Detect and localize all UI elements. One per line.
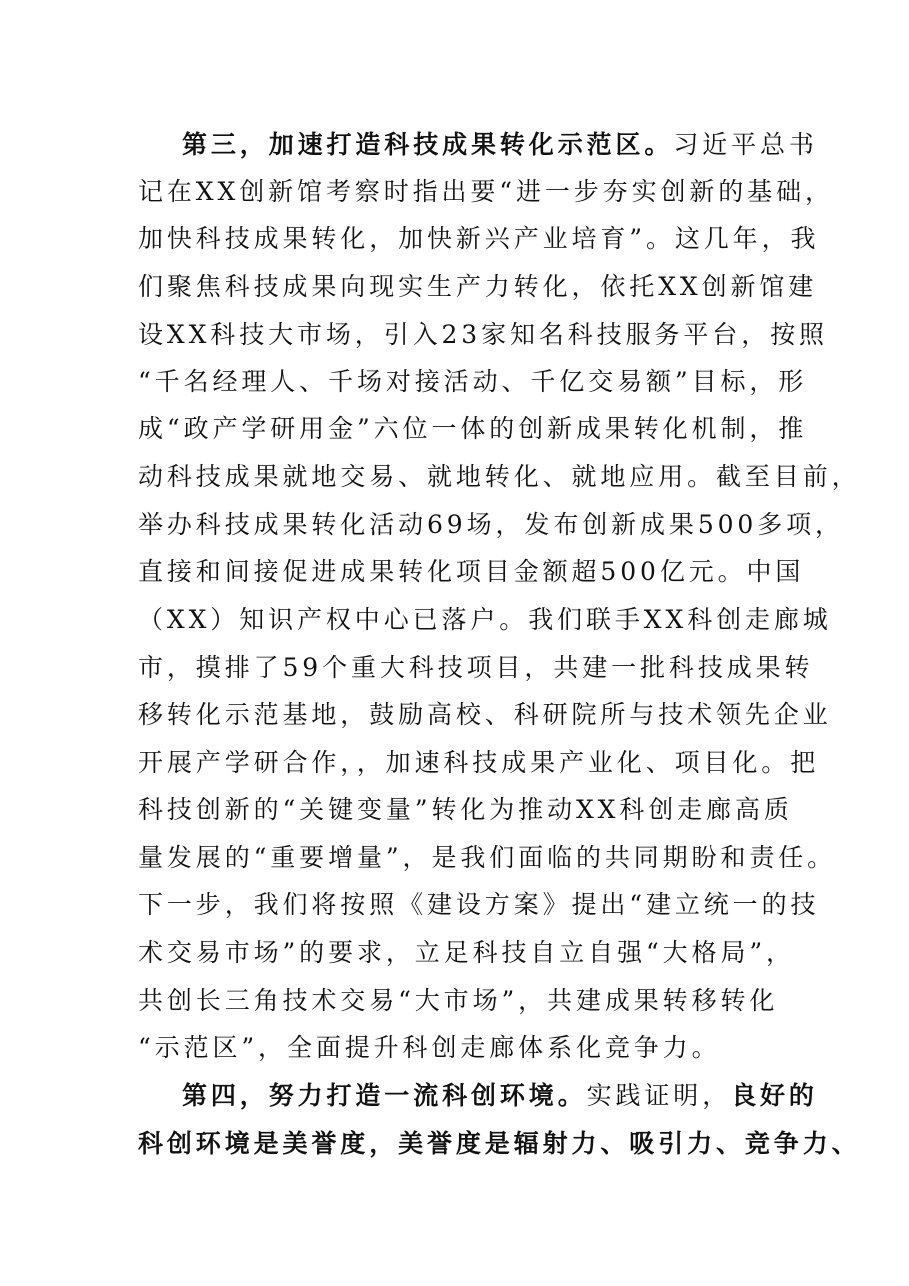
text-line [138, 224, 819, 254]
text-segment: 直接和间接促进成果转化项目金额超500亿元。中国 [138, 557, 805, 586]
paragraph-4-heading: 第四，努力打造一流科创环境。 [182, 1081, 587, 1110]
text-line [138, 653, 813, 683]
paragraph-3-heading: 第三，加速打造科技成果转化示范区。 [182, 130, 674, 159]
text-segment: 移转化示范基地，鼓励高校、科研院所与技术领先企业 [138, 700, 832, 729]
paragraph-3-line-1 [182, 130, 818, 160]
text-line [138, 748, 819, 778]
text-segment: 术交易市场”的要求，立足科技自立自强“大格局”， [138, 938, 795, 967]
paragraph-4-line-1 [182, 1081, 818, 1111]
text-line [138, 320, 828, 350]
text-line [138, 272, 817, 302]
text-line [138, 177, 834, 207]
text-line [138, 795, 793, 825]
text-segment: 举办科技成果转化活动69场，发布创新成果500多项， [138, 510, 844, 539]
text-line [138, 843, 836, 873]
text-segment: 们聚焦科技成果向现实生产力转化，依托XX创新馆建 [138, 272, 818, 301]
text-segment: 设XX科技大市场，引入23家知名科技服务平台，按照 [138, 320, 828, 349]
text-segment: （XX）知识产权中心已落户。我们联手XX科创走廊城 [138, 605, 832, 634]
text-segment: 共创长三角技术交易“大市场”，共建成果转移转化 [138, 986, 779, 1015]
text-line [138, 890, 819, 920]
text-segment: 量发展的“重要增量”，是我们面临的共同期盼和责任。 [138, 843, 837, 872]
text-segment: 科技创新的“关键变量”转化为推动XX科创走廊高质 [138, 795, 793, 824]
text-segment: 实践证明， [586, 1081, 732, 1110]
text-segment: 记在XX创新馆考察时指出要“进一步夯实创新的基础， [138, 177, 834, 206]
text-line [138, 557, 804, 587]
text-segment: “示范区”，全面提升科创走廊体系化竞争力。 [138, 1033, 721, 1062]
text-segment: 动科技成果就地交易、就地转化、就地应用。截至目前， [138, 462, 861, 491]
text-segment: 习近平总书 [673, 130, 818, 159]
text-line [138, 367, 807, 397]
text-line [138, 605, 832, 635]
text-line [138, 938, 795, 968]
text-line [138, 986, 778, 1016]
text-line [138, 510, 844, 540]
text-segment: 市，摸排了59个重大科技项目，共建一批科技成果转 [138, 653, 814, 682]
text-line [138, 700, 832, 730]
text-line [138, 462, 861, 492]
text-line [138, 1033, 720, 1063]
text-segment: 成“政产学研用金”六位一体的创新成果转化机制，推 [138, 414, 808, 443]
bold-text-segment: 良好的 [731, 1081, 818, 1110]
text-line [138, 1129, 861, 1159]
text-segment: 加快科技成果转化，加快新兴产业培育”。这几年，我 [138, 224, 820, 253]
text-line [138, 414, 807, 444]
text-segment: 下一步，我们将按照《建设方案》提出“建立统一的技 [138, 890, 820, 919]
bold-text-segment: 科创环境是美誉度，美誉度是辐射力、吸引力、竞争力、 [138, 1129, 861, 1158]
text-segment: “千名经理人、千场对接活动、千亿交易额”目标，形 [138, 367, 808, 396]
text-segment: 开展产学研合作，，加速科技成果产业化、项目化。把 [138, 748, 820, 777]
